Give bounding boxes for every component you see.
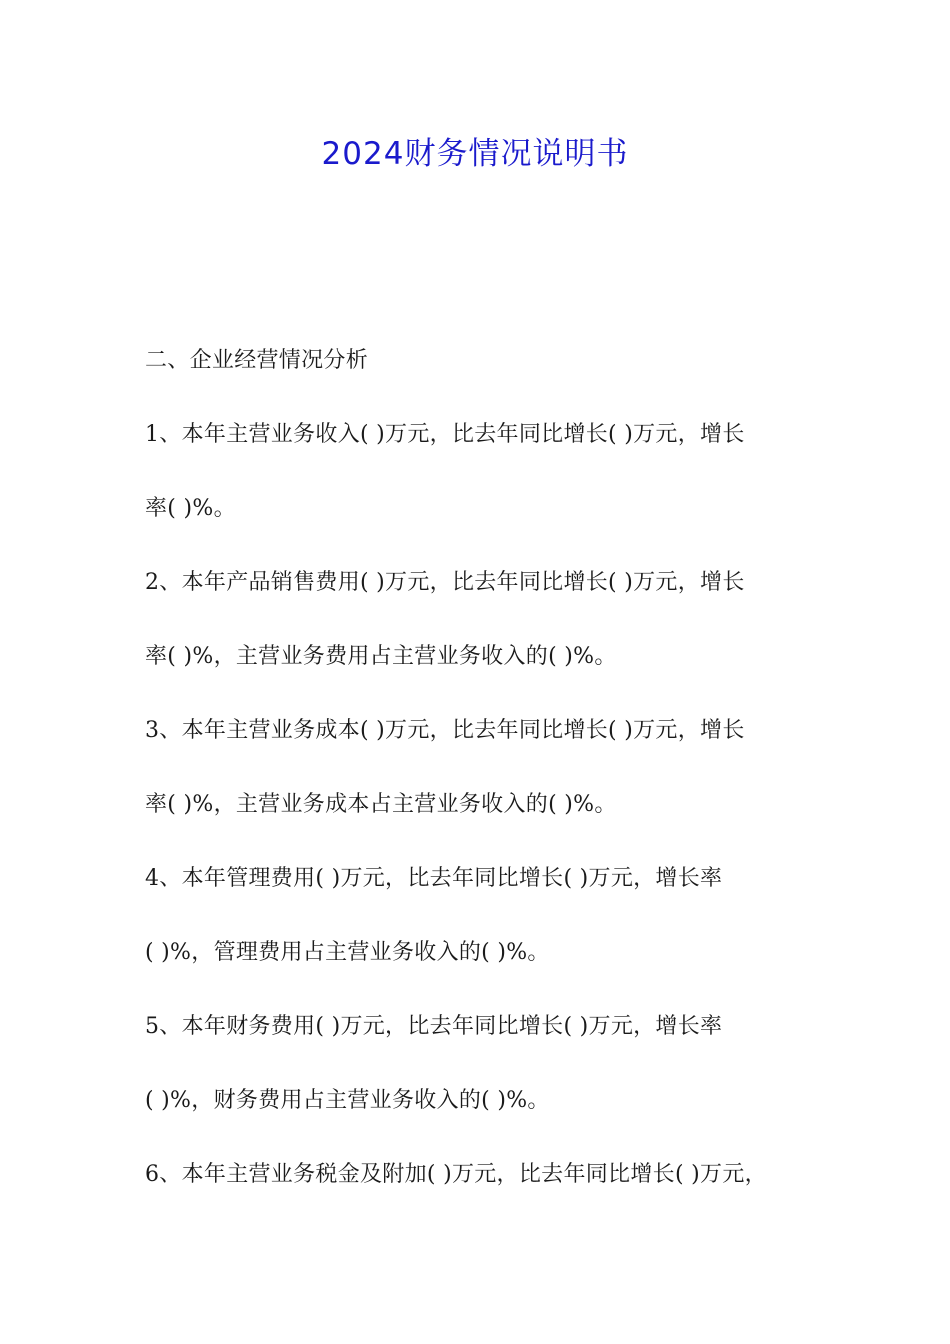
- page-title: 2024财务情况说明书: [321, 136, 629, 172]
- paragraph-line: 率( )%，主营业务成本占主营业务收入的( )%。: [145, 792, 617, 817]
- paragraph-line: 率( )%，主营业务费用占主营业务收入的( )%。: [145, 644, 617, 669]
- paragraph-line: ( )%，管理费用占主营业务收入的( )%。: [145, 940, 550, 965]
- paragraph-line: 率( )%。: [145, 496, 236, 521]
- document-body: [145, 336, 815, 1224]
- paragraph-line: 2、本年产品销售费用( )万元，比去年同比增长( )万元，增长: [145, 570, 745, 595]
- paragraph-line: 1、本年主营业务收入( )万元，比去年同比增长( )万元，增长: [145, 422, 745, 447]
- paragraph-line: 3、本年主营业务成本( )万元，比去年同比增长( )万元，增长: [145, 718, 745, 743]
- paragraph-line: ( )%，财务费用占主营业务收入的( )%。: [145, 1088, 550, 1113]
- paragraph-line: 6、本年主营业务税金及附加( )万元，比去年同比增长( )万元，: [145, 1162, 767, 1187]
- paragraph-line: 5、本年财务费用( )万元，比去年同比增长( )万元，增长率: [145, 1014, 723, 1039]
- paragraph-line: 4、本年管理费用( )万元，比去年同比增长( )万元，增长率: [145, 866, 723, 891]
- section-heading: 二、企业经营情况分析: [145, 348, 369, 373]
